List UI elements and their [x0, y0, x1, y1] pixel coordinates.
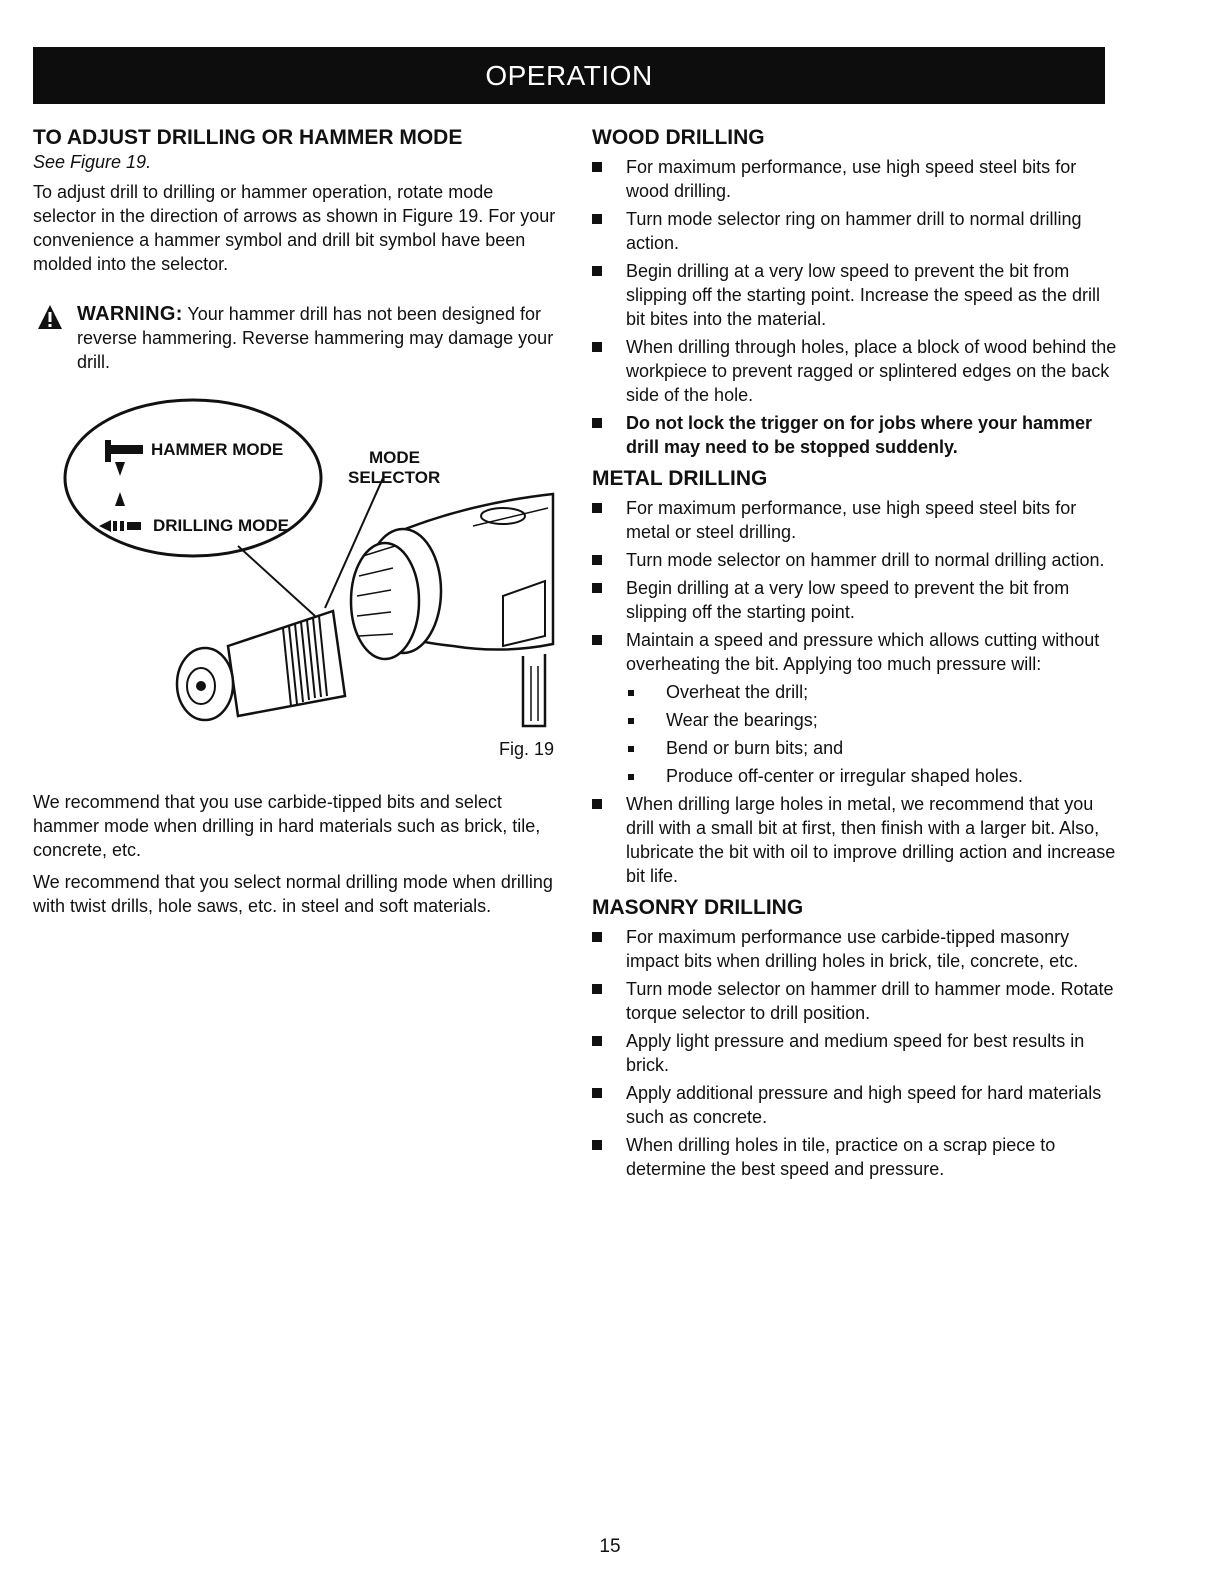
list-item: Turn mode selector ring on hammer drill to normal drilling action. [592, 207, 1117, 255]
mode-selector-label-line1: MODE [369, 448, 420, 467]
metal-drilling-heading: METAL DRILLING [592, 467, 768, 490]
right-column [592, 124, 1117, 1185]
hammer-drill-illustration [33, 396, 558, 756]
bullet-dot-icon [628, 718, 634, 724]
wood-drilling-heading: WOOD DRILLING [592, 126, 765, 149]
warning-label: WARNING: [77, 303, 183, 325]
list-item: Turn mode selector on hammer drill to hammer mode. Rotate torque selector to drill position. [592, 977, 1117, 1025]
bullet-square-icon [592, 162, 602, 172]
masonry-drilling-heading: MASONRY DRILLING [592, 896, 804, 919]
bullet-square-icon [592, 214, 602, 224]
sub-list-item: Bend or burn bits; and [626, 736, 1117, 760]
wood-drilling-list [592, 155, 1117, 459]
bullet-square-icon [592, 418, 602, 428]
warning-triangle-icon [37, 304, 63, 330]
hammer-mode-recommendation: We recommend that you use carbide-tipped bits and select hammer mode when drilling in hard materials such as brick, tile, concrete, etc. [33, 792, 541, 860]
list-item: When drilling holes in tile, practice on a scrap piece to determine the best speed and pressure. [592, 1133, 1117, 1181]
list-item: Do not lock the trigger on for jobs where your hammer drill may need to be stopped suddenly. [592, 411, 1117, 459]
warning-text: Your hammer drill has not been designed for reverse hammering. Reverse hammering may damage your drill. [77, 304, 554, 372]
figure-caption: Fig. 19 [498, 739, 554, 759]
list-item: Turn mode selector on hammer drill to normal drilling action. [592, 548, 1117, 572]
section-banner [33, 47, 1105, 104]
list-item: When drilling large holes in metal, we recommend that you drill with a small bit at first, then finish with a larger bit. Also, lubricate the bit with oil to improve drilling action and increase bit life. [592, 792, 1117, 888]
list-item: When drilling through holes, place a block of wood behind the workpiece to prevent ragged or splintered edges on the back side of the hole. [592, 335, 1117, 407]
page-number: 15 [599, 1536, 621, 1557]
list-item: Begin drilling at a very low speed to prevent the bit from slipping off the starting point. Increase the speed as the drill bit bites into the material. [592, 259, 1117, 331]
figure-19 [33, 396, 558, 759]
bullet-dot-icon [628, 746, 634, 752]
left-column [33, 124, 558, 918]
bullet-square-icon [592, 1088, 602, 1098]
warning-block [33, 302, 558, 374]
sub-list-item: Overheat the drill; [626, 680, 1117, 704]
bullet-square-icon [592, 635, 602, 645]
list-item: Apply additional pressure and high speed for hard materials such as concrete. [592, 1081, 1117, 1129]
list-item: Begin drilling at a very low speed to prevent the bit from slipping off the starting point. [592, 576, 1117, 624]
pressure-effects-list [626, 680, 1117, 788]
list-item: Apply light pressure and medium speed for best results in brick. [592, 1029, 1117, 1077]
bullet-square-icon [592, 799, 602, 809]
bullet-square-icon [592, 984, 602, 994]
bullet-square-icon [592, 555, 602, 565]
adjust-mode-intro: To adjust drill to drilling or hammer operation, rotate mode selector in the direction of arrows as shown in Figure 19. For your convenience a hammer symbol and drill bit symbol have been molded into the selector. [33, 182, 556, 274]
list-item: For maximum performance use carbide-tipped masonry impact bits when drilling holes in brick, tile, concrete, etc. [592, 925, 1117, 973]
drilling-mode-label: DRILLING MODE [153, 516, 289, 535]
metal-drilling-list [592, 496, 1117, 888]
recommendation-paragraphs [33, 790, 558, 918]
mode-selector-label-line2: SELECTOR [348, 468, 441, 487]
adjust-mode-heading: TO ADJUST DRILLING OR HAMMER MODE [33, 126, 463, 149]
bullet-square-icon [592, 583, 602, 593]
sub-list-item: Produce off-center or irregular shaped holes. [626, 764, 1117, 788]
bullet-square-icon [592, 1036, 602, 1046]
drilling-mode-recommendation: We recommend that you select normal drilling mode when drilling with twist drills, hole saws, etc. in steel and soft materials. [33, 872, 553, 916]
bullet-dot-icon [628, 690, 634, 696]
bullet-square-icon [592, 1140, 602, 1150]
banner-title: OPERATION [485, 59, 653, 91]
bullet-square-icon [592, 503, 602, 513]
sub-list-item: Wear the bearings; [626, 708, 1117, 732]
bullet-square-icon [592, 932, 602, 942]
bullet-dot-icon [628, 774, 634, 780]
hammer-mode-label: HAMMER MODE [151, 440, 284, 459]
masonry-drilling-list [592, 925, 1117, 1181]
bullet-square-icon [592, 342, 602, 352]
bullet-square-icon [592, 266, 602, 276]
list-item: For maximum performance, use high speed steel bits for wood drilling. [592, 155, 1117, 203]
see-figure-reference: See Figure 19. [33, 152, 152, 172]
list-item: Maintain a speed and pressure which allows cutting without overheating the bit. Applying too much pressure will: Overheat the drill; Wear the bearings; Bend or burn bits; and Produce off-center or irregular shaped holes. [592, 628, 1117, 788]
list-item: For maximum performance, use high speed steel bits for metal or steel drilling. [592, 496, 1117, 544]
